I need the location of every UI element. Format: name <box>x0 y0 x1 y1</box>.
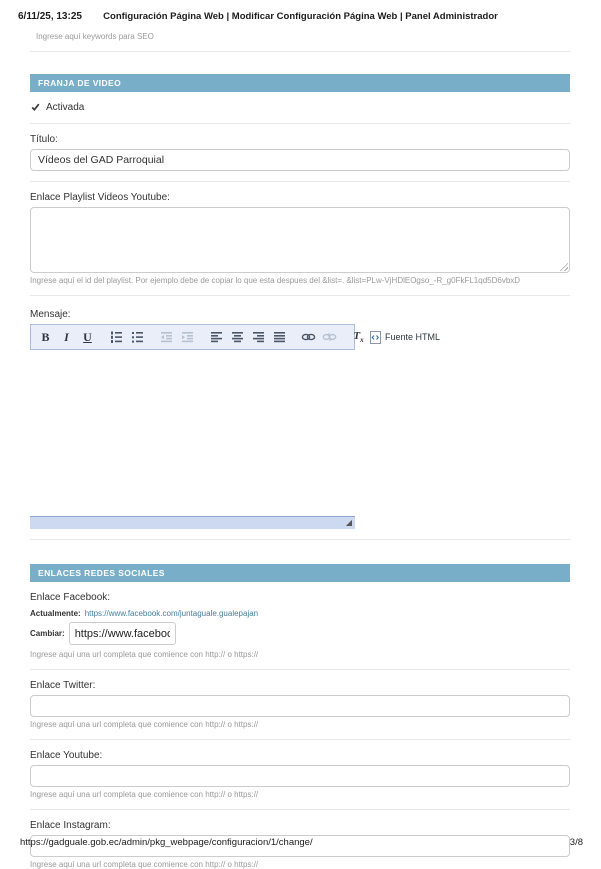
activada-row[interactable] <box>30 102 570 113</box>
link-button[interactable] <box>299 328 318 347</box>
align-left-icon <box>210 331 223 343</box>
align-left-button[interactable] <box>207 328 226 347</box>
facebook-current-link[interactable]: https://www.facebook.com/juntaguale.gualepajan <box>84 609 259 618</box>
seo-help-text: Ingrese aquí keywords para SEO <box>36 32 154 41</box>
decrease-indent-icon <box>160 331 173 343</box>
underline-button[interactable]: U <box>83 329 92 344</box>
italic-button[interactable]: I <box>64 329 69 344</box>
justify-icon <box>273 331 286 343</box>
twitter-help-text: Ingrese aquí una url completa que comience con http:// o https:// <box>30 720 259 729</box>
source-code-icon <box>370 331 381 344</box>
instagram-label: Enlace Instagram: <box>30 820 111 831</box>
print-preview-page <box>0 8 601 869</box>
increase-indent-icon <box>181 331 194 343</box>
divider <box>30 809 570 810</box>
align-center-button[interactable] <box>228 328 247 347</box>
remove-format-button[interactable]: $T_x$ <box>353 329 364 345</box>
cambiar-label: Cambiar: <box>30 629 65 638</box>
numbered-list-icon <box>110 331 123 343</box>
mensaje-label: Mensaje: <box>30 309 71 320</box>
rich-text-editor-body[interactable] <box>30 350 355 516</box>
editor-toolbar <box>30 324 441 350</box>
playlist-help-text: Ingrese aquí el id del playlist. Por ejemplo debe de copiar lo que esta despues del &list=. &list=PLw-VjHDlEOgso_-R_g0FkFL1qd5D6vbxD <box>30 276 521 285</box>
unlink-icon <box>322 331 337 343</box>
twitter-label: Enlace Twitter: <box>30 680 96 691</box>
divider <box>30 181 570 182</box>
align-right-icon <box>252 331 265 343</box>
activada-label: Activada <box>46 102 85 113</box>
playlist-textarea[interactable] <box>30 207 570 273</box>
section-header-redes-sociales: ENLACES REDES SOCIALES <box>30 564 570 582</box>
print-datetime: 6/11/25, 13:25 <box>18 11 82 22</box>
facebook-actualmente-row <box>30 609 570 618</box>
print-page-title: Configuración Página Web | Modificar Configuración Página Web | Panel Administrador <box>103 11 498 22</box>
bulleted-list-button[interactable] <box>128 328 147 347</box>
divider <box>30 123 570 124</box>
youtube-label: Enlace Youtube: <box>30 750 103 761</box>
editor-resize-handle-icon[interactable]: ◢ <box>345 518 352 527</box>
decrease-indent-button[interactable] <box>157 328 176 347</box>
facebook-cambiar-row <box>30 622 570 645</box>
facebook-help-text: Ingrese aquí una url completa que comience con http:// o https:// <box>30 650 259 659</box>
playlist-textarea-wrap <box>30 207 570 273</box>
print-header <box>18 8 583 28</box>
source-button-label: Fuente HTML <box>385 332 441 342</box>
increase-indent-button[interactable] <box>178 328 197 347</box>
link-icon <box>301 331 316 343</box>
justify-button[interactable] <box>270 328 289 347</box>
section-header-franja-video: FRANJA DE VIDEO <box>30 74 570 92</box>
editor-resize-bar <box>30 516 355 529</box>
youtube-url-input[interactable] <box>30 765 570 787</box>
divider <box>30 539 570 540</box>
actualmente-label: Actualmente: <box>30 609 81 618</box>
bold-button[interactable]: B <box>41 329 50 344</box>
print-footer-page-number: 3/8 <box>569 837 583 848</box>
print-footer <box>20 837 583 848</box>
instagram-help-text: Ingrese aquí una url completa que comience con http:// o https:// <box>30 860 259 869</box>
form-content <box>30 32 570 869</box>
print-footer-url: https://gadguale.gob.ec/admin/pkg_webpage/configuracion/1/change/ <box>20 837 313 848</box>
facebook-label: Enlace Facebook: <box>30 592 111 603</box>
divider <box>30 739 570 740</box>
titulo-label: Título: <box>30 134 58 145</box>
bulleted-list-icon <box>131 331 144 343</box>
numbered-list-button[interactable] <box>107 328 126 347</box>
twitter-url-input[interactable] <box>30 695 570 717</box>
align-right-button[interactable] <box>249 328 268 347</box>
rich-text-editor <box>30 324 441 529</box>
titulo-input[interactable] <box>30 149 570 171</box>
youtube-help-text: Ingrese aquí una url completa que comience con http:// o https:// <box>30 790 259 799</box>
unlink-button[interactable] <box>320 328 339 347</box>
divider <box>30 51 570 52</box>
divider <box>30 295 570 296</box>
divider <box>30 669 570 670</box>
align-center-icon <box>231 331 244 343</box>
facebook-url-input[interactable] <box>69 622 176 645</box>
source-button[interactable] <box>370 328 440 347</box>
activada-checkbox[interactable] <box>30 102 41 113</box>
playlist-label: Enlace Playlist Videos Youtube: <box>30 192 170 203</box>
